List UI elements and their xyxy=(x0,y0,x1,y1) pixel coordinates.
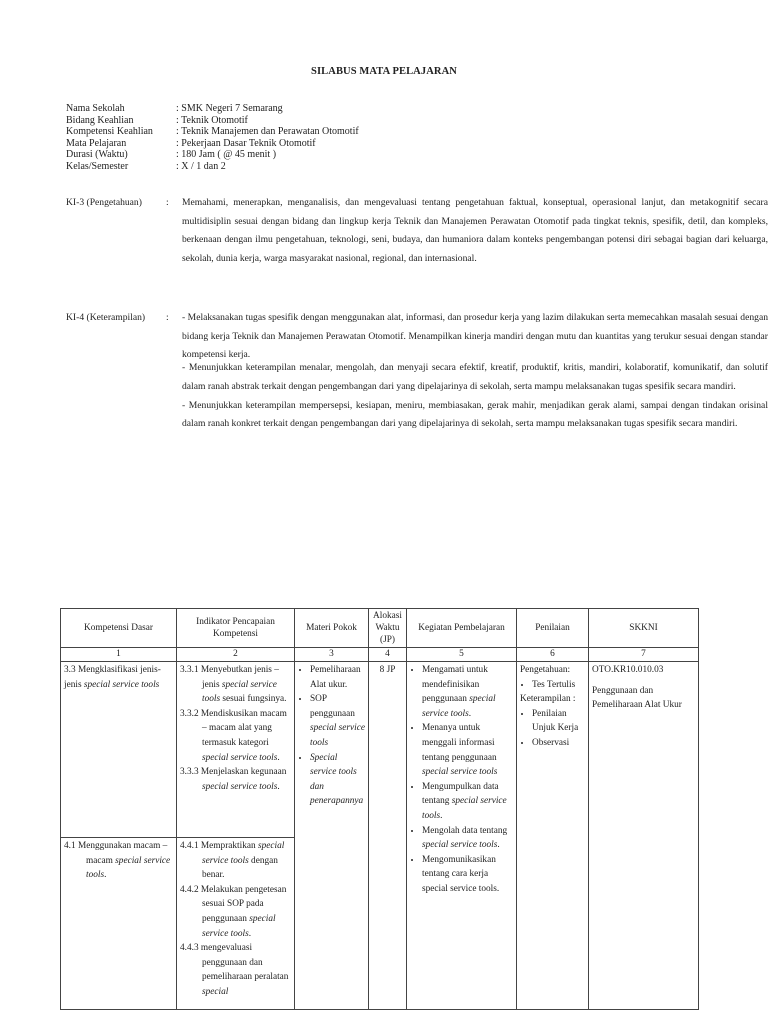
kegiatan-italic: special service tools xyxy=(422,796,507,821)
ki3-label: KI-3 (Pengetahuan) xyxy=(66,197,142,208)
info-value: : X / 1 dan 2 xyxy=(176,160,226,172)
materi-item: • Pemeliharaan Alat ukur. xyxy=(310,663,365,692)
column-header: Materi Pokok xyxy=(295,609,369,648)
info-row xyxy=(66,161,359,173)
kegiatan-item xyxy=(422,721,513,779)
column-header: Penilaian xyxy=(517,609,589,648)
kegiatan-text: Mengumpulkan data tentang xyxy=(422,781,499,807)
column-header: Alokasi Waktu (JP) xyxy=(369,609,407,648)
indicators-4-4 xyxy=(177,838,295,1010)
indicator-italic: special service tools xyxy=(202,913,276,939)
column-number: 5 xyxy=(407,648,517,662)
info-value: : Pekerjaan Dasar Teknik Otomotif xyxy=(176,137,316,149)
info-label: Mata Pelajaran xyxy=(66,137,127,149)
document-title: SILABUS MATA PELAJARAN xyxy=(311,66,457,77)
materi-item: • Special service tools dan penerapannya xyxy=(310,751,365,809)
column-number: 4 xyxy=(369,648,407,662)
kd-text: 3.3 Mengklasifikasi jenis-jenis xyxy=(64,665,161,690)
column-number: 1 xyxy=(61,648,177,662)
info-row xyxy=(66,138,359,150)
kegiatan-pembelajaran xyxy=(407,662,517,1010)
kegiatan-text: Mengolah data tentang xyxy=(422,825,508,836)
kegiatan-item: • Mengomunikasikan tentang cara kerja special service tools. xyxy=(422,853,513,897)
indicator-4-4-2 xyxy=(180,883,291,941)
materi-text: SOP penggunaan xyxy=(310,694,355,719)
kd-italic: special service tools xyxy=(83,679,160,690)
indicator-4-4-1 xyxy=(180,839,291,883)
materi-item xyxy=(310,692,365,750)
column-header: Indikator Pencapaian Kompetensi xyxy=(177,609,295,648)
info-value: : SMK Negeri 7 Semarang xyxy=(176,103,283,114)
kd-item xyxy=(64,839,173,883)
penilaian xyxy=(517,662,589,1010)
kegiatan-text: Mengamati untuk mendefinisikan penggunaan xyxy=(422,665,488,705)
ki4-colon: : xyxy=(166,312,169,323)
kd-italic: special service tools xyxy=(86,855,171,881)
indicator-text: . xyxy=(248,928,252,939)
materi-list xyxy=(298,663,365,809)
indicator-text: . xyxy=(277,752,280,763)
info-label: Bidang Keahlian xyxy=(66,114,134,126)
ki4-text xyxy=(182,309,768,434)
kegiatan-list xyxy=(410,663,513,897)
indicator-italic: special service tools xyxy=(202,781,278,792)
indicator-text: 4.4.3 mengevaluasi penggunaan dan pemeliharaan peralatan xyxy=(180,943,289,983)
kd-4-1 xyxy=(61,838,177,1010)
kegiatan-italic: special service tools xyxy=(422,767,498,778)
indicator-3-3-2 xyxy=(180,707,291,765)
column-header: Kompetensi Dasar xyxy=(61,609,177,648)
kd-text: . xyxy=(104,870,107,881)
school-info xyxy=(66,103,359,173)
info-value: : Teknik Manajemen dan Perawatan Otomotif xyxy=(176,126,359,138)
column-number: 3 xyxy=(295,648,369,662)
kegiatan-text: . xyxy=(497,840,500,851)
kegiatan-item xyxy=(422,663,513,721)
indicator-italic: special service tools xyxy=(202,752,278,763)
skkni xyxy=(589,662,699,1010)
indicator-text: . xyxy=(277,781,280,792)
ki3-colon: : xyxy=(166,197,169,208)
info-label: Durasi (Waktu) xyxy=(66,149,128,161)
indicator-text: 4.4.2 Melakukan pengetesan sesuai SOP pada penggunaan xyxy=(180,884,287,924)
penilaian-item: • Observasi xyxy=(532,736,585,751)
indicator-text: 4.4.1 Mempraktikan xyxy=(180,841,258,851)
kegiatan-item xyxy=(422,824,513,853)
ki4-paragraph-1: - Melaksanakan tugas spesifik dengan menggunakan alat, informasi, dan prosedur kerja yang lazim dilakukan serta memecahkan masalah sesuai dengan bidang kerja Teknik dan Manajemen Perawatan Otomotif. Menampilkan kinerja mandiri dengan mutu dan kuantitas yang terukur sesuai dengan standar kompetensi kerja. xyxy=(182,312,768,361)
column-header: SKKNI xyxy=(589,609,699,648)
syllabus-table xyxy=(60,608,699,1010)
penilaian-list xyxy=(520,678,585,693)
alokasi-waktu: 8 JP xyxy=(369,662,407,1010)
table-header-row xyxy=(61,609,699,648)
column-number: 6 xyxy=(517,648,589,662)
indicator-text: 3.3.2 Mendiskusikan macam – macam alat yang termasuk kategori xyxy=(180,708,287,748)
info-row xyxy=(66,115,359,127)
column-number: 7 xyxy=(589,648,699,662)
indicator-text: 3.3.1 Menyebutkan jenis – jenis xyxy=(180,665,279,690)
penilaian-item: • Penilaian Unjuk Kerja xyxy=(532,707,585,736)
indicator-italic: special service tools xyxy=(202,841,285,866)
penilaian-item: • Tes Tertulis xyxy=(532,678,585,693)
column-header: Kegiatan Pembelajaran xyxy=(407,609,517,648)
skkni-title: Penggunaan dan Pemeliharaan Alat Ukur xyxy=(592,685,682,711)
kegiatan-item xyxy=(422,780,513,824)
ki4-label: KI-4 (Keterampilan) xyxy=(66,312,146,323)
column-number-row xyxy=(61,648,699,662)
skkni-code: OTO.KR10.010.03 xyxy=(592,665,664,675)
indicator-3-3-1 xyxy=(180,663,291,707)
indicator-italic: special service tools xyxy=(202,679,277,705)
info-row xyxy=(66,149,359,161)
kegiatan-italic: special service tools xyxy=(422,694,496,719)
indicator-italic: special xyxy=(202,986,229,997)
indicator-3-3-3 xyxy=(180,765,291,794)
indicators-3-3 xyxy=(177,662,295,838)
materi-pokok xyxy=(295,662,369,1010)
kd-3-3 xyxy=(61,662,177,838)
kegiatan-text: . xyxy=(440,810,443,821)
indicator-text: 3.3.3 Menjelaskan kegunaan xyxy=(180,767,287,778)
indicator-text: sesuai fungsinya. xyxy=(220,694,287,705)
kegiatan-text: . xyxy=(468,708,472,719)
indicator-4-4-3 xyxy=(180,941,291,999)
indicator-text: dengan benar. xyxy=(202,855,278,881)
info-label: Nama Sekolah xyxy=(66,103,125,114)
materi-italic: special service tools xyxy=(310,723,365,748)
table-row xyxy=(61,662,699,838)
info-label: Kelas/Semester xyxy=(66,160,129,172)
info-value: : Teknik Otomotif xyxy=(176,114,248,126)
column-number: 2 xyxy=(177,648,295,662)
info-row xyxy=(66,103,359,115)
kegiatan-text: Menanya untuk menggali informasi tentang penggunaan xyxy=(422,723,497,763)
info-value: : 180 Jam ( @ 45 menit ) xyxy=(176,149,277,161)
kd-text: 4.1 Menggunakan macam – macam xyxy=(64,841,168,866)
kegiatan-italic: special service tools xyxy=(422,840,498,851)
ki4-paragraph-3: - Menunjukkan keterampilan mempersepsi, kesiapan, meniru, membiasakan, gerak mahir, menjadikan gerak alami, sampai dengan tindakan orisinal dalam ranah konkret terkait dengan pengembangan dari yang dipelajarinya di sekolah, serta mampu melaksanakan tugas spesifik secara mandiri. xyxy=(182,399,768,430)
info-label: Kompetensi Keahlian xyxy=(66,126,153,138)
penilaian-heading: Keterampilan : xyxy=(520,694,576,705)
ki4-paragraph-2: - Menunjukkan keterampilan menalar, mengolah, dan menyaji secara efektif, kreatif, produktif, kritis, mandiri, kolaboratif, komunikatif, dan solutif dalam ranah abstrak terkait dengan pengembangan dari yang dipelajarinya di sekolah, serta mampu melaksanakan tugas spesifik secara mandiri. xyxy=(182,362,768,392)
ki3-text: Memahami, menerapkan, menganalisis, dan mengevaluasi tentang pengetahuan faktual, konseptual, operasional lanjut, dan metakognitif secara multidisiplin sesuai dengan bidang dan lingkup kerja Teknik dan Manajemen Perawatan Otomotif pada tingkat teknis, spesifik, detil, dan kompleks, berkenaan dengan ilmu pengetahuan, teknologi, seni, budaya, dan humaniora dalam konteks pengembangan potensi diri sebagai bagian dari keluarga, sekolah, dunia kerja, warga masyarakat nasional, regional, dan internasional. xyxy=(182,197,768,265)
info-row xyxy=(66,126,359,138)
penilaian-list xyxy=(520,707,585,751)
penilaian-heading: Pengetahuan: xyxy=(520,665,571,675)
